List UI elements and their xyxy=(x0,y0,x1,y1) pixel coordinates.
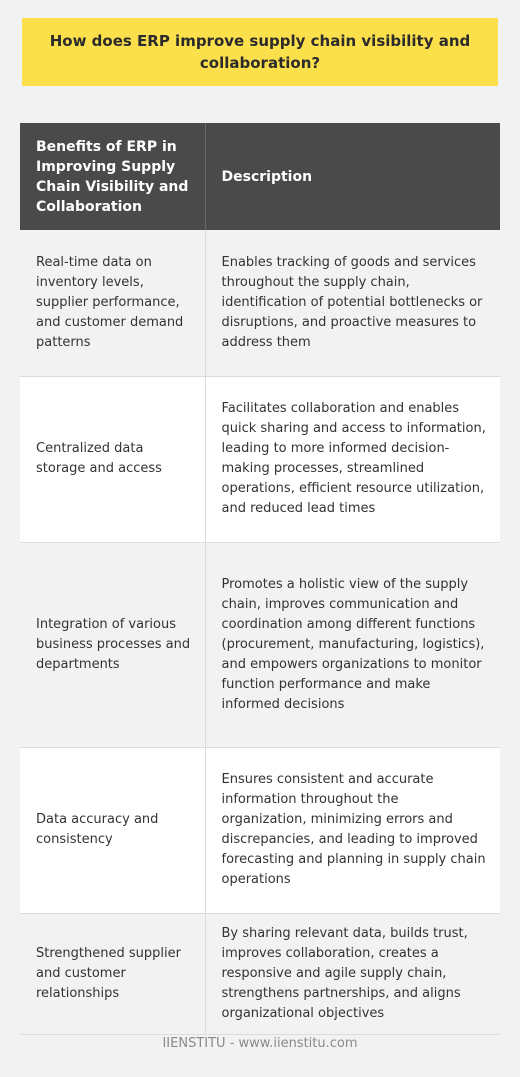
benefits-table xyxy=(20,123,500,1035)
benefit-cell: Real-time data on inventory levels, supplier performance, and customer demand patterns xyxy=(20,230,205,376)
table-row xyxy=(20,913,500,1034)
table-row xyxy=(20,230,500,376)
benefit-cell: Integration of various business processes and departments xyxy=(20,542,205,747)
footer-credit: IIENSTITU - www.iienstitu.com xyxy=(162,1036,358,1051)
benefit-cell: Centralized data storage and access xyxy=(20,376,205,542)
description-cell: Enables tracking of goods and services throughout the supply chain, identification of potential bottlenecks or disruptions, and proactive measures to address them xyxy=(205,230,500,376)
benefit-cell: Data accuracy and consistency xyxy=(20,747,205,913)
description-cell: Facilitates collaboration and enables quick sharing and access to information, leading to more informed decision-making processes, streamlined operations, efficient resource utilization, and reduced lead times xyxy=(205,376,500,542)
table-row xyxy=(20,376,500,542)
header-benefits: Benefits of ERP in Improving Supply Chain Visibility and Collaboration xyxy=(20,123,205,230)
table-header-row xyxy=(20,123,500,230)
table-row xyxy=(20,542,500,747)
description-cell: Ensures consistent and accurate information throughout the organization, minimizing errors and discrepancies, and leading to improved forecasting and planning in supply chain operations xyxy=(205,747,500,913)
title-banner xyxy=(22,18,498,86)
benefit-cell: Strengthened supplier and customer relationships xyxy=(20,913,205,1034)
description-cell: Promotes a holistic view of the supply chain, improves communication and coordination among different functions (procurement, manufacturing, logistics), and empowers organizations to monitor function performance and make informed decisions xyxy=(205,542,500,747)
header-description: Description xyxy=(205,123,500,230)
description-cell: By sharing relevant data, builds trust, improves collaboration, creates a responsive and agile supply chain, strengthens partnerships, and aligns organizational objectives xyxy=(205,913,500,1034)
table-row xyxy=(20,747,500,913)
page-title: How does ERP improve supply chain visibility and collaboration? xyxy=(49,32,471,72)
